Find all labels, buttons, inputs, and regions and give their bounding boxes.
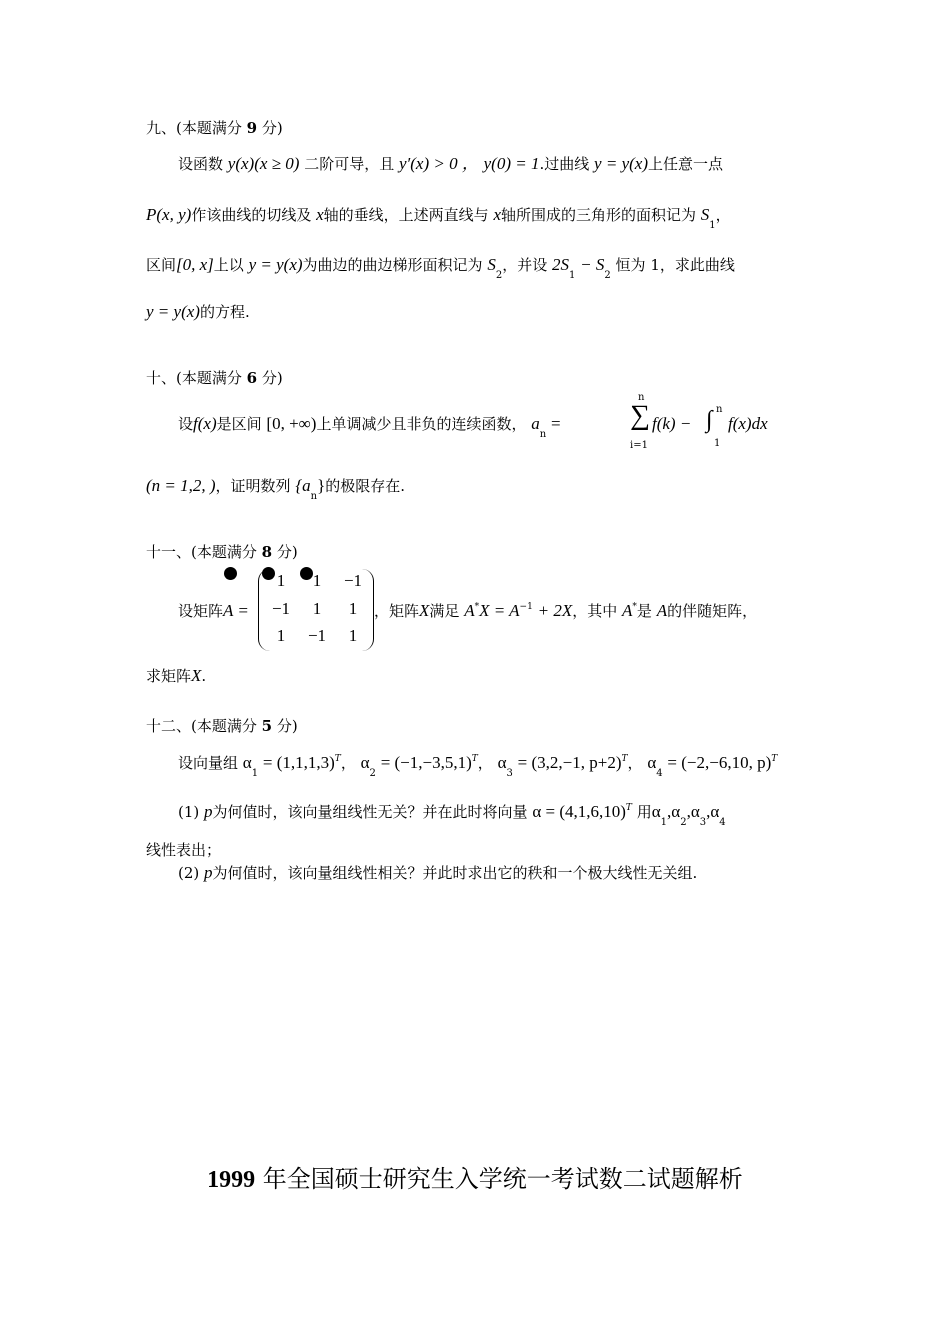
integral-symbol: ∫: [706, 407, 713, 433]
sum-symbol: ∑: [630, 400, 650, 431]
matrix-cell: 1: [348, 626, 358, 645]
matrix-row: [259, 571, 373, 595]
matrix-A: [258, 569, 374, 651]
document-title: 1999 年全国硕士研究生入学统一考试数二试题解析: [207, 1165, 743, 1193]
matrix-cell: −1: [343, 571, 363, 590]
q12-line-3: 线性表出；: [146, 841, 222, 859]
integral-upper-bound: n: [716, 404, 723, 415]
q12-heading: 十二、(本题满分 5 分): [146, 717, 298, 735]
matrix-cell: 1: [276, 626, 286, 645]
q11-line-1-right: ，矩阵X满足 $A^*X = A^{-1} + 2X$，其中 A*是 A的伴随矩阵，: [374, 601, 758, 620]
matrix-cell: 1: [348, 599, 358, 618]
q11-heading: 十一、(本题满分 8 分): [146, 543, 298, 561]
q9-line-3: 区间[0, x]上以 y = y(x)为曲边的曲边梯形面积记为 $S_2$，并设 $2S_1 - S_2$ 恒为 1，求此曲线: [146, 255, 735, 281]
integral-lower-bound: 1: [714, 438, 721, 449]
q12-line-2: (1) p为何值时，该向量组线性无关？并在此时将向量 $\alpha = (4,1,6,10)^T$ 用$\alpha_1,\alpha_2,\alpha_3,\alpha_4$: [178, 802, 726, 828]
sum-lower-bound: i=1: [630, 440, 648, 451]
sum-term: f(k) −: [652, 414, 692, 433]
matrix-row: [259, 599, 373, 623]
integrand: f(x)dx: [728, 414, 768, 433]
q11-line-2: 求矩阵X.: [146, 666, 207, 685]
matrix-cell: −1: [271, 599, 291, 618]
matrix-cell: 1: [276, 571, 286, 590]
q9-line-2: P(x, y)作该曲线的切线及 x轴的垂线，上述两直线与 x轴所围成的三角形的面积记为 $S_1$，: [146, 205, 731, 231]
q9-line-4: y = y(x)的方程.: [146, 302, 250, 321]
q10-line-2: (n = 1,2, )，证明数列 $\{a_n\}$的极限存在.: [146, 476, 406, 502]
matrix-cell: 1: [312, 571, 322, 590]
sum-upper-bound: n: [638, 392, 645, 403]
matrix-row: [259, 626, 373, 650]
matrix-cell: −1: [307, 626, 327, 645]
matrix-cell: 1: [312, 599, 322, 618]
bullet-dot: [224, 567, 237, 580]
q10-heading: 十、(本题满分 6 分): [146, 369, 283, 387]
q10-line-1: 设f(x)是区间 [0, +∞)上单调减少且非负的连续函数， $a_n$ =: [178, 414, 561, 440]
q12-line-4: (2) p为何值时，该向量组线性相关？并此时求出它的秩和一个极大线性无关组.: [178, 863, 698, 882]
q11-line-1-left: 设矩阵A =: [178, 601, 249, 620]
q12-line-1: 设向量组 $\alpha_1 = (1,1,1,3)^T$， $\alpha_2 = (-1,-3,5,1)^T$， $\alpha_3 = (3,2,-1$, p+2)$^T$， $\alpha_4 = (-2,-6,10$, p)$^T$: [178, 753, 778, 779]
q9-line-1: 设函数 y(x)(x ≥ 0) 二阶可导，且 y′(x) > 0 ， y(0) = 1.过曲线 y = y(x)上任意一点: [178, 154, 723, 173]
q9-heading: 九、(本题满分 9 分): [146, 119, 283, 137]
